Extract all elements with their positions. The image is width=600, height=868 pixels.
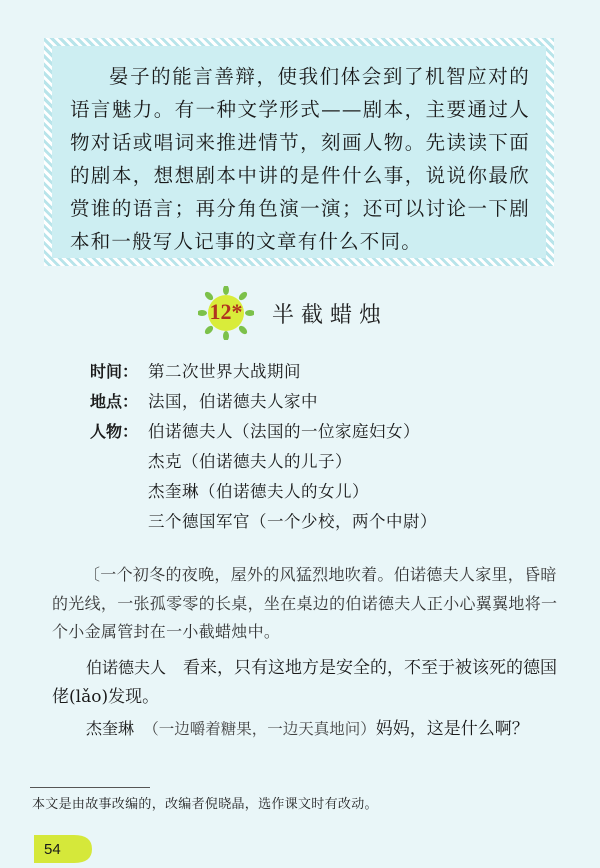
lesson-number: 12* bbox=[209, 299, 243, 324]
speech-text: 妈妈，这是什么啊？ bbox=[375, 719, 529, 739]
page-number-tab bbox=[34, 835, 92, 863]
time-row bbox=[90, 357, 570, 387]
character-item: 伯诺德夫人（法国的一位家庭妇女） bbox=[148, 422, 420, 441]
intro-text: 晏子的能言善辩，使我们体会到了机智应对的语言魅力。有一种文学形式——剧本，主要通过人物对话或唱词来推进情节，刻画人物。先读读下面的剧本，想想剧本中讲的是件什么事，说说你最欣赏谁的语言；再分角色演一演；还可以讨论一下剧本和一般写人记事的文章有什么不同。 bbox=[70, 65, 530, 253]
time-value: 第二次世界大战期间 bbox=[148, 362, 301, 381]
lesson-title: 半截蜡烛 bbox=[272, 303, 389, 328]
intro-box bbox=[44, 38, 554, 266]
speech-text: 看来，只有这地方是安全的，不至于被该死的德国佬(lǎo)发现。 bbox=[52, 658, 558, 707]
footnote-divider bbox=[30, 787, 150, 788]
lesson-number-badge bbox=[198, 286, 252, 340]
page-tab-shape-icon bbox=[34, 835, 92, 863]
characters-row bbox=[90, 417, 570, 447]
lesson-header bbox=[198, 286, 458, 346]
speaker-name: 伯诺德夫人 bbox=[86, 658, 167, 677]
characters-label: 人物： bbox=[90, 422, 139, 441]
dialogue-line bbox=[52, 653, 564, 712]
stage-aside: （一边嚼着糖果，一边天真地问） bbox=[151, 721, 376, 738]
place-value: 法国，伯诺德夫人家中 bbox=[148, 392, 318, 411]
character-item: 三个德国军官（一个少校，两个中尉） bbox=[148, 512, 437, 531]
place-label: 地点： bbox=[90, 392, 139, 411]
character-item: 杰奎琳（伯诺德夫人的女儿） bbox=[148, 482, 369, 501]
character-item: 杰克（伯诺德夫人的儿子） bbox=[148, 452, 352, 471]
stage-direction: 〔一个初冬的夜晚，屋外的风猛烈地吹着。伯诺德夫人家里，昏暗的光线，一张孤零零的长桌，坐在桌边的伯诺德夫人正小心翼翼地将一个小金属管封在一小截蜡烛中。 bbox=[52, 567, 558, 641]
page-number: 54 bbox=[44, 841, 61, 858]
place-row bbox=[90, 387, 570, 417]
time-label: 时间： bbox=[90, 362, 139, 381]
dialogue-line bbox=[52, 714, 564, 744]
footnote: 本文是由故事改编的，改编者倪晓晶，选作课文时有改动。 bbox=[32, 797, 378, 812]
speaker-name: 杰奎琳 bbox=[86, 719, 135, 738]
cast-list bbox=[90, 357, 570, 537]
